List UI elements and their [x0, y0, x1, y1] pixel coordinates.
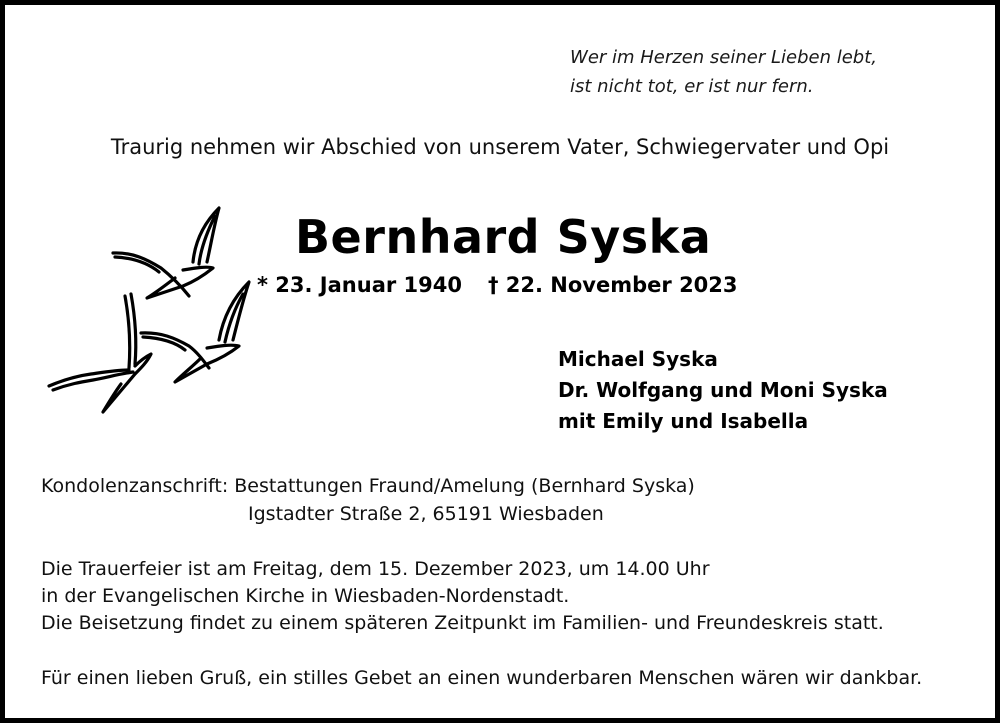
flying-birds-icon — [43, 200, 258, 425]
intro-text: Traurig nehmen wir Abschied von unserem Vater, Schwiegervater und Opi — [110, 135, 890, 159]
condolence-street: Igstadter Straße 2, 65191 Wiesbaden — [248, 503, 604, 525]
funeral-line: in der Evangelischen Kirche in Wiesbaden-Nordenstadt. — [41, 585, 570, 607]
funeral-line: Die Beisetzung findet zu einem späteren Zeitpunkt im Familien- und Freundeskreis statt. — [41, 612, 884, 634]
family-member: Michael Syska — [558, 347, 718, 371]
deceased-name: Bernhard Syska — [295, 210, 712, 264]
bird-icon — [49, 294, 151, 412]
memorial-quote — [570, 43, 877, 101]
family-member: Dr. Wolfgang und Moni Syska — [558, 378, 888, 402]
family-member: mit Emily und Isabella — [558, 409, 809, 433]
birth-date: * 23. Januar 1940 — [257, 273, 462, 297]
funeral-details — [41, 556, 884, 637]
funeral-line: Die Trauerfeier ist am Freitag, dem 15. Dezember 2023, um 14.00 Uhr — [41, 558, 710, 580]
quote-line-1: Wer im Herzen seiner Lieben lebt, — [570, 47, 877, 68]
life-dates — [257, 273, 738, 297]
death-date: † 22. November 2023 — [487, 273, 738, 297]
bird-icon — [141, 282, 249, 382]
closing-text: Für einen lieben Gruß, ein stilles Gebet an einen wunderbaren Menschen wären wir dankbar. — [41, 667, 923, 689]
condolence-address: Kondolenzanschrift: Bestattungen Fraund/Amelung (Bernhard Syska) — [41, 475, 695, 497]
quote-line-2: ist nicht tot, er ist nur fern. — [570, 76, 814, 97]
family-signatures — [558, 344, 888, 437]
bird-icon — [113, 208, 219, 298]
